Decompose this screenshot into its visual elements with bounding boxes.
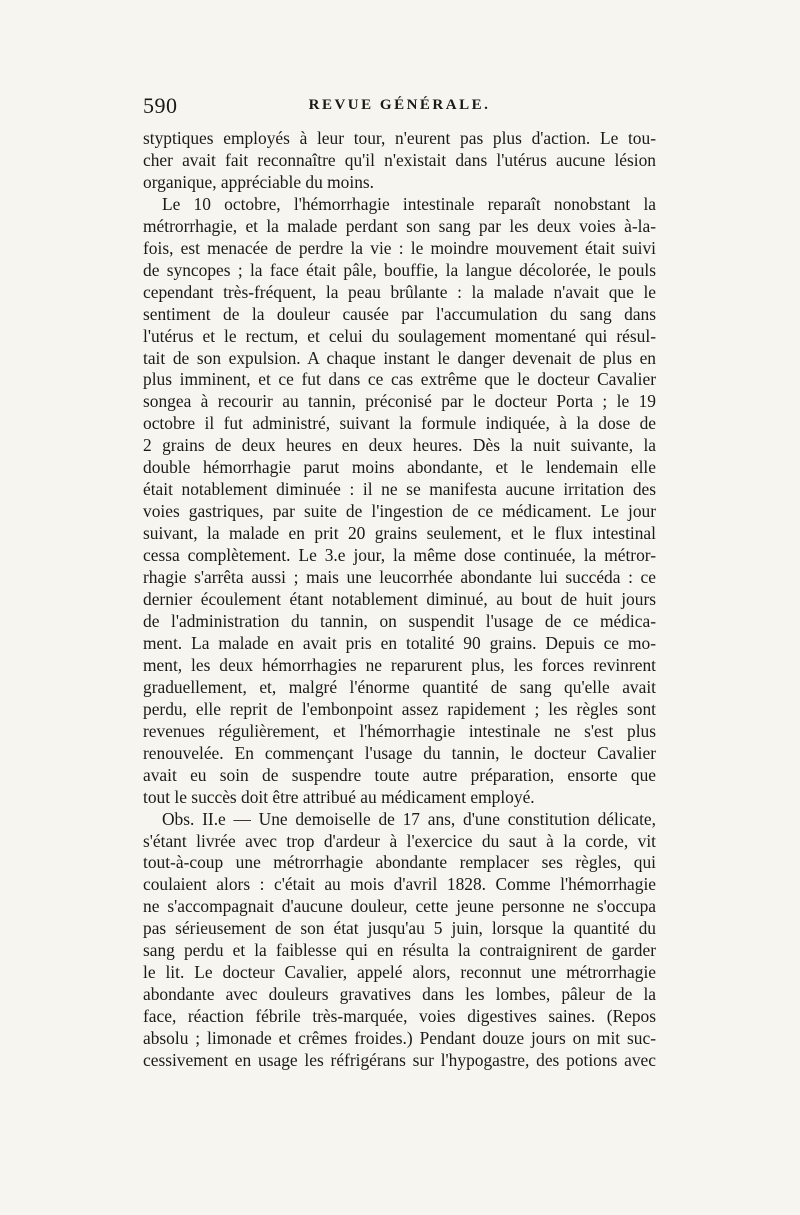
text-line: coulaient alors : c'était au mois d'avril 1828. Comme l'hémorrhagie — [143, 874, 656, 895]
page-number: 590 — [143, 93, 178, 118]
text-line: styptiques employés à leur tour, n'eurent pas plus d'action. Le tou- — [143, 128, 656, 148]
text-line: ne s'accompagnait d'aucune douleur, cette jeune personne ne s'occupa — [143, 896, 656, 917]
text-line: tait de son expulsion. A chaque instant le danger devenait de plus en — [143, 347, 656, 368]
text-line: face, réaction fébrile très-marquée, voies digestives saines. (Repos — [143, 1006, 656, 1027]
text-line: avait eu soin de suspendre toute autre préparation, ensorte que — [143, 764, 656, 785]
text-line: de l'administration du tannin, on suspendit l'usage de ce médica- — [143, 610, 656, 631]
text-line: plus imminent, et ce fut dans ce cas extrême que le docteur Cavalier — [143, 369, 656, 390]
text-line: renouvelée. En commençant l'usage du tannin, le docteur Cavalier — [143, 742, 656, 763]
text-line: organique, appréciable du moins. — [143, 171, 375, 192]
text-line: perdu, elle reprit de l'embonpoint assez rapidement ; les règles sont — [143, 698, 656, 719]
text-line: le lit. Le docteur Cavalier, appelé alors, reconnut une métrorrhagie — [143, 962, 656, 983]
text-line: Obs. II.e — Une demoiselle de 17 ans, d'une constitution délicate, — [162, 808, 656, 829]
text-line: fois, est menacée de perdre la vie : le moindre mouvement était suivi — [143, 237, 656, 258]
text-line: ment, les deux hémorrhagies ne reparurent plus, les forces revinrent — [143, 654, 656, 675]
text-line: voies gastriques, par suite de l'ingestion de ce médicament. Le jour — [143, 501, 656, 522]
text-line: abondante avec douleurs gravatives dans les lombes, pâleur de la — [143, 984, 656, 1005]
text-line: ment. La malade en avait pris en totalité 90 grains. Depuis ce mo- — [143, 632, 656, 653]
text-line: absolu ; limonade et crêmes froides.) Pendant douze jours on mit suc- — [143, 1028, 656, 1049]
text-line: sentiment de la douleur causée par l'accumulation du sang dans — [143, 303, 656, 324]
text-line: tout le succès doit être attribué au médicament employé. — [143, 786, 535, 807]
text-line: cependant très-fréquent, la peau brûlante : la malade n'avait que le — [143, 281, 656, 302]
text-line: cessivement en usage les réfrigérans sur l'hypogastre, des potions avec — [143, 1050, 656, 1071]
text-line: graduellement, et, malgré l'énorme quantité de sang qu'elle avait — [143, 676, 656, 697]
text-line: pas sérieusement de son état jusqu'au 5 juin, lorsque la quantité du — [143, 918, 656, 939]
text-line: s'étant livrée avec trop d'ardeur à l'exercice du saut à la corde, vit — [143, 830, 656, 851]
text-line: métrorrhagie, et la malade perdant son sang par les deux voies à-la- — [143, 215, 656, 236]
body-text — [143, 128, 656, 1072]
text-line: 2 grains de deux heures en deux heures. Dès la nuit suivante, la — [143, 435, 656, 456]
text-line: de syncopes ; la face était pâle, bouffie, la langue décolorée, le pouls — [143, 259, 656, 280]
text-line: était notablement diminuée : il ne se manifesta aucune irritation des — [143, 479, 656, 500]
text-line: octobre il fut administré, suivant la formule indiquée, à la dose de — [143, 413, 656, 434]
text-line: songea à recourir au tannin, préconisé par le docteur Porta ; le 19 — [143, 391, 656, 412]
text-line: l'utérus et le rectum, et celui du soulagement momentané qui résul- — [143, 325, 656, 346]
text-line: suivant, la malade en prit 20 grains seulement, et le flux intestinal — [143, 523, 656, 544]
text-line: double hémorrhagie parut moins abondante, et le lendemain elle — [143, 457, 656, 478]
text-line: rhagie s'arrêta aussi ; mais une leucorrhée abondante lui succéda : ce — [143, 567, 656, 588]
text-line: cessa complètement. Le 3.e jour, la même dose continuée, la métror- — [143, 545, 656, 566]
page-header — [143, 93, 656, 125]
text-line: sang perdu et la faiblesse qui en résulta la contraignirent de garder — [143, 940, 656, 961]
text-line: Le 10 octobre, l'hémorrhagie intestinale reparaît nonobstant la — [162, 193, 656, 214]
text-line: revenues régulièrement, et l'hémorrhagie intestinale ne s'est plus — [143, 720, 656, 741]
text-line: tout-à-coup une métrorrhagie abondante remplacer ses règles, qui — [143, 852, 656, 873]
text-line: dernier écoulement étant notablement diminué, au bout de huit jours — [143, 589, 656, 610]
text-line: cher avait fait reconnaître qu'il n'existait dans l'utérus aucune lésion — [143, 149, 656, 170]
running-title: REVUE GÉNÉRALE. — [308, 97, 491, 113]
